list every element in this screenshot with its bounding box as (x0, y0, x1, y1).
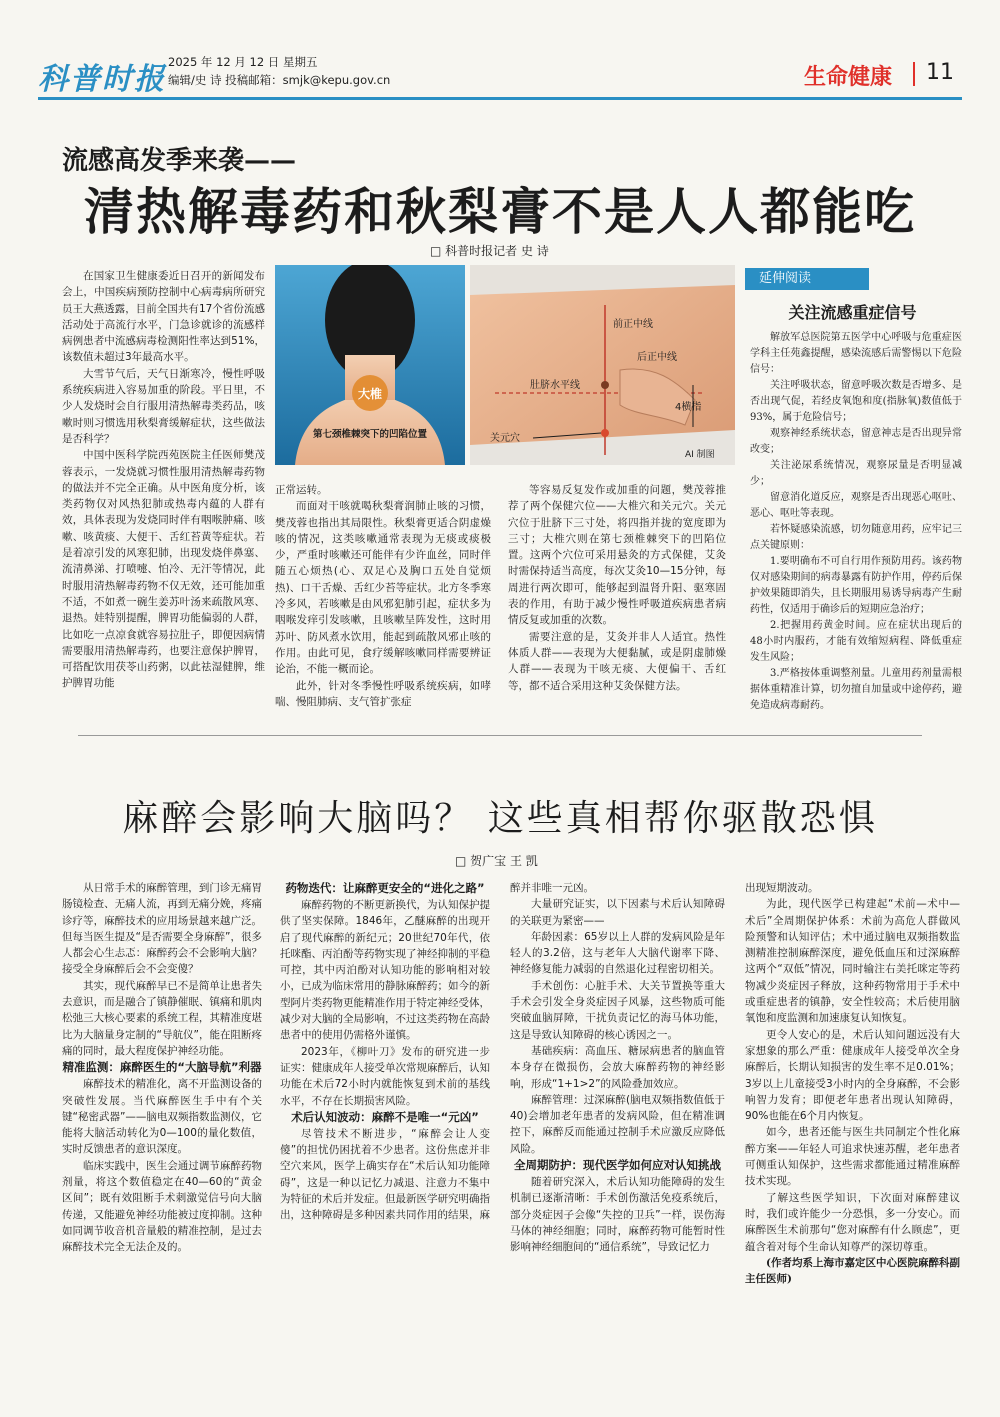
paragraph: 此外，针对冬季慢性呼吸系统疾病，如哮喘、慢阻肺病、支气管扩张症 (275, 679, 491, 708)
article1-headline: 清热解毒药和秋梨膏不是人人都能吃 (84, 183, 916, 241)
paragraph: 更令人安心的是，术后认知问题远没有大家想象的那么严重：健康成年人接受单次全身麻醉后，长期认知损害的发生率不足0.01%；3岁以上儿童接受3小时内的全身麻醉，不会影响智力发育；即便老年患者出现认知障碍，90%也能在6个月内恢复。 (745, 1028, 960, 1123)
header-rule (38, 97, 962, 100)
issue-date: 2025 年 12 月 12 日 星期五 (168, 55, 318, 69)
article1-byline: □ 科普时报记者 史 诗 (430, 244, 549, 258)
paragraph: 中国中医科学院西苑医院主任医师樊茂蓉表示，一发烧就习惯性服用清热解毒药物的做法并不完全正确。从中医角度分析，该类药物仅对风热犯肺或热毒内蕴的人群有效，具体表现为发烧同时伴有咽喉肿痛、咳嗽、咳黄痰、大便干、舌红苔黄等症状。若是着凉引发的风寒犯肺，出现发烧伴鼻塞、流清鼻涕、打喷嚏、怕冷、无汗等情况，此时服用清热解毒药物不仅无效，还可能加重不适，不如煮一碗生姜苏叶汤来疏散风寒、退热。娃特别提醒，脾胃功能偏弱的人群，比如吃一点凉食就容易拉肚子，即便因病情需要服用清热解毒药，也要注意保护脾胃，可搭配饮用茯苓山药粥，以此祛湿健脾，维护脾胃功能 (62, 449, 265, 690)
paragraph: 临床实践中，医生会通过调节麻醉药物剂量，将这个数值稳定在40—60的“黄金区间”；既有效阻断手术刺激觉信号向大脑传递，又能避免神经功能被过度抑制。这种如同调节收音机音量般的精准控制，是过去麻醉技术完全无法企及的。 (62, 1159, 262, 1254)
paragraph: 年龄因素：65岁以上人群的发病风险是年轻人的3.2倍，这与老年人大脑代谢率下降、神经修复能力减弱的自然退化过程密切相关。 (510, 930, 725, 976)
page-separator (913, 62, 915, 86)
four-fingers-label: 4横指 (675, 402, 702, 413)
paragraph: 2023年，《柳叶刀》发布的研究进一步证实：健康成年人接受单次常规麻醉后，认知功能在术后72小时内就能恢复到术前的基线水平，不存在长期损害风险。 (280, 1045, 490, 1107)
article1-column-2 (275, 482, 491, 722)
paragraph: 大雪节气后，天气日渐寒冷，慢性呼吸系统疾病进入容易加重的阶段。平日里，不少人发烧时会自行服用清热解毒类药品，咳嗽时则习惯选用秋梨膏缓解症状，这些做法是否科学？ (62, 367, 265, 445)
paragraph: 出现短期波动。 (745, 882, 819, 894)
sidebar-title: 关注流感重症信号 (788, 303, 917, 322)
article1-column-1 (62, 268, 265, 723)
paragraph: 基础疾病：高血压、糖尿病患者的脑血管本身存在微损伤，会放大麻醉药物的神经影响，形成“1+1>2”的风险叠加效应。 (510, 1044, 725, 1090)
sidebar-paragraph: 2.把握用药黄金时间。应在症状出现后的48小时内服药，才能有效缩短病程、降低重症发生风险； (750, 620, 962, 663)
newspaper-logo: 科普时报 (38, 62, 166, 97)
paragraph: 麻醉药物的不断更新换代，为认知保护提供了坚实保障。1846年，乙醚麻醉的出现开启了现代麻醉的新纪元；20世纪70年代，依托咪酯、丙泊酚等药物实现了神经抑制的平稳可控，其中丙泊酚对认知功能的影响相对较小，已成为临床常用的静脉麻醉药；如今的新型阿片类药物更能精准作用于特定神经受体，减少对大脑的全局影响，不过这类药物在高龄患者中的使用仍需格外谨慎。 (280, 899, 490, 1042)
sidebar-paragraph: 解放军总医院第五医学中心呼吸与危重症医学科主任苑鑫提醒，感染流感后需警惕以下危险信号： (750, 332, 962, 375)
article2-column-3 (510, 880, 725, 1380)
section-subhead: 全周期防护：现代医学如何应对认知挑战 (514, 1158, 721, 1173)
guanyuan-label: 关元穴 (490, 433, 520, 444)
paragraph: 尽管技术不断进步，“麻醉会让人变傻”的担忧仍困扰着不少患者。这份焦虑并非空穴来风，医学上确实存在“术后认知功能障碍”，这是一种以记忆力减退、注意力不集中为特征的术后并发症。但最新医学研究明确指出，这种障碍是多种因素共同作用的结果，麻 (280, 1127, 490, 1222)
paragraph: 而面对干咳就喝秋梨膏润肺止咳的习惯，樊茂蓉也指出其局限性。秋梨膏更适合阴虚燥咳的情况，这类咳嗽通常表现为无痰或痰极少，严重时咳嗽还可能伴有少许血丝，同时伴随五心烦热(心、双足心及胸口五处自觉烦热)、口干舌燥、舌红少苔等症状。北方冬季寒冷多风，若咳嗽是由风邪犯肺引起，症状多为咽喉发痒引发咳嗽，且咳嗽呈阵发性，这时用苏叶、防风煮水饮用，能起到疏散风邪止咳的作用。由此可见，食疗缓解咳嗽同样需要辨证论治，不能一概而论。 (275, 500, 491, 676)
sidebar-paragraph: 1.要明确布不可自行用作预防用药。该药物仅对感染期间的病毒暴露有防护作用，停药后保护效果随即消失，且长期服用易诱导病毒产生耐药性，仅适用于确诊后的短期应急治疗； (750, 556, 962, 615)
ai-credit: AI 制图 (685, 450, 715, 460)
author-note: (作者均系上海市嘉定区中心医院麻醉科副主任医师) (745, 1256, 960, 1286)
sidebar-paragraph: 观察神经系统状态，留意神志是否出现异常改变； (750, 428, 962, 455)
paragraph: 麻醉技术的精准化，离不开监测设备的突破性发展。当代麻醉医生手中有个关键“秘密武器”——脑电双频指数监测仪，它能将大脑活动转化为0—100的量化数值，实时反馈患者的意识深度。 (62, 1078, 262, 1156)
paragraph: 为此，现代医学已构建起“术前—术中—术后”全周期保护体系：术前为高危人群做风险预警和认知评估；术中通过脑电双频指数监测精准控制麻醉深度，避免低血压和过深麻醉这两个“双低”情况，同时输注右美托咪定等药物减少炎症因子释放，这种药物常用于手术中或重症患者的镇静，安全性较高；术后使用脑氧饱和度监测和加速康复认知恢复。 (745, 898, 960, 1025)
sidebar-paragraph: 留意消化道反应，观察是否出现恶心呕吐、恶心、呕吐等表现。 (750, 492, 962, 519)
paragraph: 其实，现代麻醉早已不是简单让患者失去意识，而是融合了镇静催眠、镇痛和肌肉松弛三大核心要素的系统工程，其精准度堪比为大脑量身定制的“导航仪”，能在阻断疼痛的同时，最大程度保护神经功能。 (62, 979, 262, 1057)
paragraph: 大量研究证实，以下因素与术后认知障碍的关联更为紧密—— (510, 898, 725, 927)
section-subhead: 术后认知波动：麻醉不是唯一“元凶” (291, 1109, 479, 1124)
front-midline-label: 前正中线 (613, 319, 653, 330)
article2-column-4 (745, 880, 960, 1390)
sidebar-paragraph: 关注泌尿系统情况，观察尿量是否明显减少； (750, 460, 962, 487)
paragraph: 等容易反复发作或加重的问题，樊茂蓉推荐了两个保健穴位——大椎穴和关元穴。关元穴位于肚脐下三寸处，将四指并拢的宽度即为三寸；大椎穴则在第七颈椎棘突下的凹陷位置。这两个穴位可采用悬灸的方式保健，艾灸时需保持适当高度，每次艾灸10—15分钟，每周进行两次即可，能够起到温肾升阳、驱寒固表的作用，有助于减少慢性呼吸道疾病患者病情反复或加重的次数。 (508, 484, 726, 627)
rear-midline-label: 后正中线 (637, 352, 677, 363)
article1-kicker: 流感高发季来袭—— (62, 146, 297, 176)
paragraph: 在国家卫生健康委近日召开的新闻发布会上，中国疾病预防控制中心病毒病所研究员王大燕透露，目前全国共有17个省份流感活动处于高流行水平，门急诊就诊的流感样病例患者中流感病毒检测阳性率达到51%，该数值未超过3年最高水平。 (62, 270, 265, 364)
paragraph: 需要注意的是，艾灸并非人人适宜。热性体质人群——表现为大便黏腻，或是阴虚肺燥人群——表现为干咳无痰、大便偏干、舌红等，都不适合采用这种艾灸保健方法。 (508, 630, 726, 692)
article2-column-1 (62, 880, 262, 1380)
sidebar-body (750, 330, 962, 725)
dazhui-label: 大椎 (357, 387, 383, 401)
dazhui-caption: 第七颈椎棘突下的凹陷位置 (312, 429, 428, 440)
editor-line: 编辑/史 诗 投稿邮箱：smjk@kepu.gov.cn (168, 73, 391, 87)
paragraph: 正常运转。 (275, 484, 328, 496)
section-subhead: 药物迭代：让麻醉更安全的“进化之路” (285, 881, 485, 895)
navel-line-label: 肚脐水平线 (530, 380, 580, 391)
paragraph: 麻醉管理：过深麻醉(脑电双频指数值低于40)会增加老年患者的发病风险，但在精准调控下，麻醉反而能通过控制手术应激反应降低风险。 (510, 1093, 725, 1155)
section-subhead: 精准监测：麻醉医生的“大脑导航”利器 (62, 1060, 262, 1075)
paragraph: 了解这些医学知识，下次面对麻醉建议时，我们或许能少一分恐惧，多一分安心。而麻醉医生术前那句“您对麻醉有什么顾虑”，更蕴含着对每个生命认知尊严的深切尊重。 (745, 1191, 960, 1253)
section-name: 生命健康 (803, 65, 892, 90)
page-number: 11 (926, 60, 954, 85)
sidebar-paragraph: 3.严格按体重调整剂量。儿童用药剂量需根据体重精准计算，切勿擅自加量或中途停药，避免造成病毒耐药。 (750, 668, 962, 711)
sidebar-paragraph: 关注呼吸状态，留意呼吸次数是否增多、是否出现气促，若经皮氧饱和度(指脉氧)数值低于93%，属于危险信号； (750, 380, 962, 423)
paragraph: 手术创伤：心脏手术、大关节置换等重大手术会引发全身炎症因子风暴，这些物质可能突破血脑屏障，干扰负责记忆的海马体功能，这是导致认知障碍的核心诱因之一。 (510, 979, 725, 1041)
acupoint-illustration (275, 265, 735, 465)
article2-headline: 麻醉会影响大脑吗？ 这些真相帮你驱散恐惧 (122, 798, 878, 839)
sidebar-paragraph: 若怀疑感染流感，切勿随意用药，应牢记三点关键原则： (750, 524, 962, 551)
paragraph: 醉并非唯一元凶。 (510, 882, 594, 894)
paragraph: 如今，患者还能与医生共同制定个性化麻醉方案——年轻人可追求快速苏醒，老年患者可侧重认知保护，这些需求都能通过精准麻醉技术实现。 (745, 1126, 960, 1188)
article2-column-2 (280, 880, 490, 1380)
sidebar-tag: 延伸阅读 (745, 268, 869, 290)
article1-column-3 (508, 482, 726, 722)
article-divider (78, 735, 922, 736)
paragraph: 随着研究深入，术后认知功能障碍的发生机制已逐渐清晰：手术创伤激活免疫系统后，部分炎症因子会像“失控的卫兵”一样，误伤海马体的神经细胞；同时，麻醉药物可能暂时性影响神经细胞间的“通信系统”，导致记忆力 (510, 1176, 725, 1254)
paragraph: 从日常手术的麻醉管理，到门诊无痛胃肠镜检查、无痛人流，再到无痛分娩，疼痛诊疗等，麻醉技术的应用场景越来越广泛。但每当医生提及“是否需要全身麻醉”，很多人都会心生忐忑：麻醉药会不会影响大脑？接受全身麻醉后会不会变傻？ (62, 882, 262, 976)
article2-byline: □ 贺广宝 王 凯 (455, 854, 538, 868)
